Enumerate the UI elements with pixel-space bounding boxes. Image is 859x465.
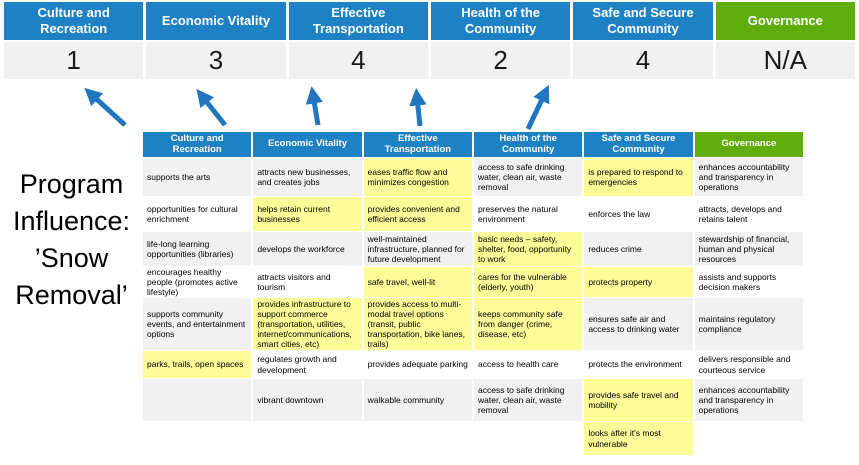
summary-header-governance: Governance — [716, 2, 855, 40]
matrix-cell-r4c5 — [584, 267, 692, 297]
matrix-cell-text: keeps community safe from danger (crime, disease, etc) — [478, 308, 563, 339]
matrix-cell-r6c5 — [584, 351, 692, 378]
matrix-cell-text: supports the arts — [147, 171, 211, 182]
matrix-cell-r3c6 — [695, 232, 803, 266]
matrix-cell-r7c3 — [364, 379, 472, 421]
matrix-cell-text: life-long learning opportunities (libraries) — [147, 238, 234, 259]
matrix-cell-text: enforces the law — [588, 208, 651, 219]
matrix-cell-text: regulates growth and development — [257, 354, 337, 375]
matrix-cell-r1c6 — [695, 158, 803, 196]
matrix-cell-r8c2 — [253, 422, 361, 455]
matrix-cell-text: basic needs – safety, shelter, food, opportunity to work — [478, 233, 572, 264]
matrix-cell-r8c3 — [364, 422, 472, 455]
matrix-cell-r7c4 — [474, 379, 582, 421]
matrix-cell-text: assists and supports decision makers — [698, 271, 777, 292]
matrix-cell-text: supports community events, and entertainment options — [147, 308, 246, 339]
summary-score-health-of-the-community: 2 — [431, 42, 570, 79]
summary-header-effective-transportation: Effective Transportation — [289, 2, 428, 40]
matrix-cell-r8c6 — [695, 422, 803, 455]
summary-header-safe-and-secure-community: Safe and Secure Community — [573, 2, 712, 40]
summary-score-economic-vitality: 3 — [146, 42, 285, 79]
matrix-cell-text: vibrant downtown — [257, 394, 324, 405]
matrix-cell-text: opportunities for cultural enrichment — [147, 203, 238, 224]
matrix-cell-r6c2 — [253, 351, 361, 378]
matrix-cell-r6c6 — [695, 351, 803, 378]
arrow-transportation-icon — [313, 95, 318, 125]
matrix-cell-text: attracts new businesses, and creates jobs — [257, 166, 351, 187]
matrix-cell-text: provides adequate parking — [367, 359, 468, 370]
matrix-cell-r1c2 — [253, 158, 361, 196]
matrix-cell-text: protects property — [588, 276, 653, 287]
summary-score-culture-and-recreation: 1 — [4, 42, 143, 79]
arrow-culture-icon — [91, 94, 125, 125]
matrix-cell-text: provides safe travel and mobility — [588, 389, 679, 410]
summary-score-governance: N/A — [716, 42, 855, 79]
matrix-cell-text: encourages healthy people (promotes active lifestyle) — [147, 266, 238, 298]
matrix-cell-r4c4 — [474, 267, 582, 297]
matrix-cell-r1c5 — [584, 158, 692, 196]
matrix-cell-text: maintains regulatory compliance — [698, 313, 776, 334]
matrix-cell-r2c5 — [584, 197, 692, 231]
matrix-cell-text: provides access to multi-modal travel options (transit, public transportation, bike lanes, trails) — [367, 298, 465, 350]
matrix-header-safe-and-secure-community: Safe and Secure Community — [584, 132, 692, 157]
arrow-health-icon — [417, 97, 420, 126]
matrix-cell-text: access to health care — [478, 359, 559, 370]
matrix-cell-text: eases traffic flow and minimizes congestion — [367, 166, 449, 187]
matrix-cell-text: stewardship of financial, human and physical resources — [698, 233, 790, 264]
arrow-safe-icon — [528, 93, 545, 129]
program-title-line: Program — [19, 169, 124, 199]
summary-header-health-of-the-community: Health of the Community — [431, 2, 570, 40]
matrix-cell-text: protects the environment — [588, 359, 682, 370]
matrix-header-governance: Governance — [695, 132, 803, 157]
matrix-cell-text: looks after it's most vulnerable — [588, 428, 661, 449]
matrix-cell-r6c3 — [364, 351, 472, 378]
matrix-cell-r7c2 — [253, 379, 361, 421]
matrix-cell-r5c2 — [253, 298, 361, 350]
matrix-cell-r4c1 — [143, 267, 251, 297]
matrix-cell-r8c1 — [143, 422, 251, 455]
matrix-cell-text: develops the workforce — [257, 243, 345, 254]
summary-score-effective-transportation: 4 — [289, 42, 428, 79]
influence-matrix — [143, 132, 803, 455]
program-title-line: ’Snow — [34, 243, 109, 273]
matrix-cell-r7c5 — [584, 379, 692, 421]
matrix-cell-r2c1 — [143, 197, 251, 231]
matrix-header-culture-and-recreation: Culture and Recreation — [143, 132, 251, 157]
matrix-cell-text: enhances accountability and transparency in operations — [698, 161, 790, 192]
matrix-cell-text: walkable community — [367, 394, 445, 405]
matrix-cell-r2c4 — [474, 197, 582, 231]
matrix-cell-r2c3 — [364, 197, 472, 231]
matrix-cell-r7c6 — [695, 379, 803, 421]
matrix-cell-r5c3 — [364, 298, 472, 350]
matrix-header-health-of-the-community: Health of the Community — [474, 132, 582, 157]
matrix-cell-r3c1 — [143, 232, 251, 266]
matrix-cell-text: attracts, develops and retains talent — [698, 203, 782, 224]
matrix-header-economic-vitality: Economic Vitality — [253, 132, 361, 157]
summary-table — [4, 2, 855, 79]
matrix-cell-r4c2 — [253, 267, 361, 297]
matrix-cell-r1c4 — [474, 158, 582, 196]
matrix-cell-r4c6 — [695, 267, 803, 297]
matrix-cell-r3c4 — [474, 232, 582, 266]
matrix-cell-r2c6 — [695, 197, 803, 231]
matrix-cell-r3c5 — [584, 232, 692, 266]
summary-header-economic-vitality: Economic Vitality — [146, 2, 285, 40]
matrix-cell-text: delivers responsible and courteous service — [698, 354, 791, 375]
matrix-cell-text: is prepared to respond to emergencies — [588, 166, 683, 187]
matrix-cell-r1c3 — [364, 158, 472, 196]
summary-header-culture-and-recreation: Culture and Recreation — [4, 2, 143, 40]
matrix-cell-text: helps retain current businesses — [257, 203, 331, 224]
matrix-cell-r1c1 — [143, 158, 251, 196]
matrix-cell-r8c4 — [474, 422, 582, 455]
matrix-cell-text: enhances accountability and transparency in operations — [698, 384, 790, 415]
matrix-cell-r5c4 — [474, 298, 582, 350]
matrix-cell-r5c6 — [695, 298, 803, 350]
matrix-cell-text: parks, trails, open spaces — [147, 359, 244, 370]
matrix-cell-text: cares for the vulnerable (elderly, youth) — [478, 271, 567, 292]
program-title-line: Removal’ — [15, 280, 128, 310]
matrix-cell-text: well-maintained infrastructure, planned for future development — [367, 233, 465, 264]
matrix-cell-r8c5 — [584, 422, 692, 455]
matrix-cell-r2c2 — [253, 197, 361, 231]
matrix-cell-text: provides infrastructure to support commerce (transportation, utilities, internet/communications, smart cities, etc) — [257, 298, 352, 350]
matrix-cell-text: safe travel, well-lit — [367, 276, 436, 287]
matrix-cell-r5c1 — [143, 298, 251, 350]
matrix-cell-r6c1 — [143, 351, 251, 378]
matrix-cell-r3c2 — [253, 232, 361, 266]
matrix-cell-text: reduces crime — [588, 243, 642, 254]
program-title-line: Influence: — [12, 206, 131, 236]
matrix-cell-text: attracts visitors and tourism — [257, 271, 331, 292]
summary-score-safe-and-secure-community: 4 — [573, 42, 712, 79]
matrix-cell-r3c3 — [364, 232, 472, 266]
matrix-cell-text: preserves the natural environment — [478, 203, 558, 224]
matrix-cell-r5c5 — [584, 298, 692, 350]
matrix-cell-text: access to safe drinking water, clean air, waste removal — [478, 161, 565, 192]
arrow-economic-icon — [202, 96, 225, 125]
matrix-header-effective-transportation: Effective Transportation — [364, 132, 472, 157]
program-title — [0, 166, 143, 314]
matrix-cell-r7c1 — [143, 379, 251, 421]
matrix-cell-text: provides convenient and efficient access — [367, 203, 460, 224]
influence-arrows — [60, 78, 580, 132]
matrix-cell-r4c3 — [364, 267, 472, 297]
matrix-cell-text: ensures safe air and access to drinking water — [588, 313, 680, 334]
matrix-cell-text: access to safe drinking water, clean air, waste removal — [478, 384, 565, 415]
matrix-cell-r6c4 — [474, 351, 582, 378]
